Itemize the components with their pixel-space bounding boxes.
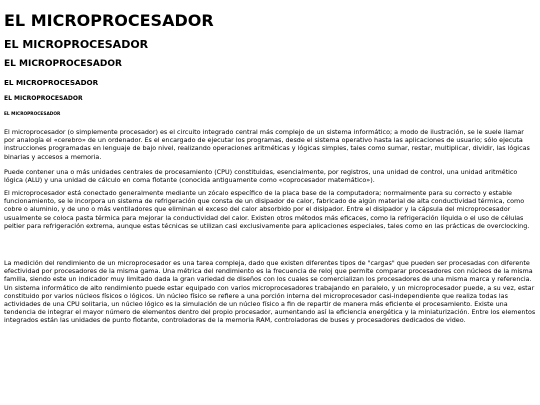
heading-level-4: EL MICROPROCESADOR bbox=[4, 78, 99, 87]
heading-level-6: EL MICROPROCESADOR bbox=[4, 112, 61, 117]
paragraph-performance: La medición del rendimiento de un microprocesador es una tarea compleja, dado que existen diferentes tipos de "cargas" que pueden ser procesadas con diferente efectividad por procesadores de la misma gama. Una métrica del rendimiento es la frecuencia de reloj que permite comparar procesadores con núcleos de la misma familia, siendo este un indicador muy limitado dada la gran variedad de diseños con los cuales se comercializan los procesadores de una misma marca y referencia. Un sistema informático de alto rendimiento puede estar equipado con varios microprocesadores trabajando en paralelo, y un microprocesador puede, a su vez, estar constituido por varios núcleos físicos o lógicos. Un núcleo físico se refiere a una porción interna del microprocesador casi-independiente que realiza todas las actividades de una CPU solitaria, un núcleo lógico es la simulación de un núcleo físico a fin de repartir de manera más eficiente el procesamiento. Existe una tendencia de integrar el mayor número de elementos dentro del propio procesador, aumentando así la eficiencia energética y la miniaturización. Entre los elementos integrados están las unidades de punto flotante, controladoras de la memoria RAM, controladoras de buses y procesadores dedicados de video. bbox=[4, 259, 536, 325]
heading-level-1: EL MICROPROCESADOR bbox=[4, 11, 214, 30]
heading-level-5: EL MICROPROCESADOR bbox=[4, 95, 83, 102]
paragraph-definition: El microprocesador (o simplemente procesador) es el circuito integrado central más complejo de un sistema informático; a modo de ilustración, se le suele llamar por analogía el «cerebro» de un ordenador. Es el encargado de ejecutar los programas, desde el sistema operativo hasta las aplicaciones de usuario; sólo ejecuta instrucciones programadas en lenguaje de bajo nivel, realizando operaciones aritméticas y lógicas simples, tales como sumar, restar, multiplicar, dividir, las lógicas binarias y accesos a memoria. bbox=[4, 128, 530, 161]
heading-level-2: EL MICROPROCESADOR bbox=[4, 38, 149, 51]
heading-level-3: EL MICROPROCESADOR bbox=[4, 59, 122, 69]
paragraph-cpu-units: Puede contener una o más unidades centrales de procesamiento (CPU) constituidas, esencialmente, por registros, una unidad de control, una unidad aritmético lógica (ALU) y una unidad de cálculo en coma flotante (conocida antiguamente como «coprocesador matemático»). bbox=[4, 168, 518, 185]
paragraph-cooling: El microprocesador está conectado generalmente mediante un zócalo específico de la placa base de la computadora; normalmente para su correcto y estable funcionamiento, se le incorpora un sistema de refrigeración que consta de un disipador de calor, fabricado de algún material de alta conductividad térmica, como cobre o aluminio, y de uno o más ventiladores que eliminan el exceso del calor absorbido por el disipador. Entre el disipador y la cápsula del microprocesador usualmente se coloca pasta térmica para mejorar la conductividad del calor. Existen otros métodos más eficaces, como la refrigeración líquida o el uso de células peltier para refrigeración extrema, aunque estas técnicas se utilizan casi exclusivamente para aplicaciones especiales, tales como en las prácticas de overclocking. bbox=[4, 189, 530, 230]
